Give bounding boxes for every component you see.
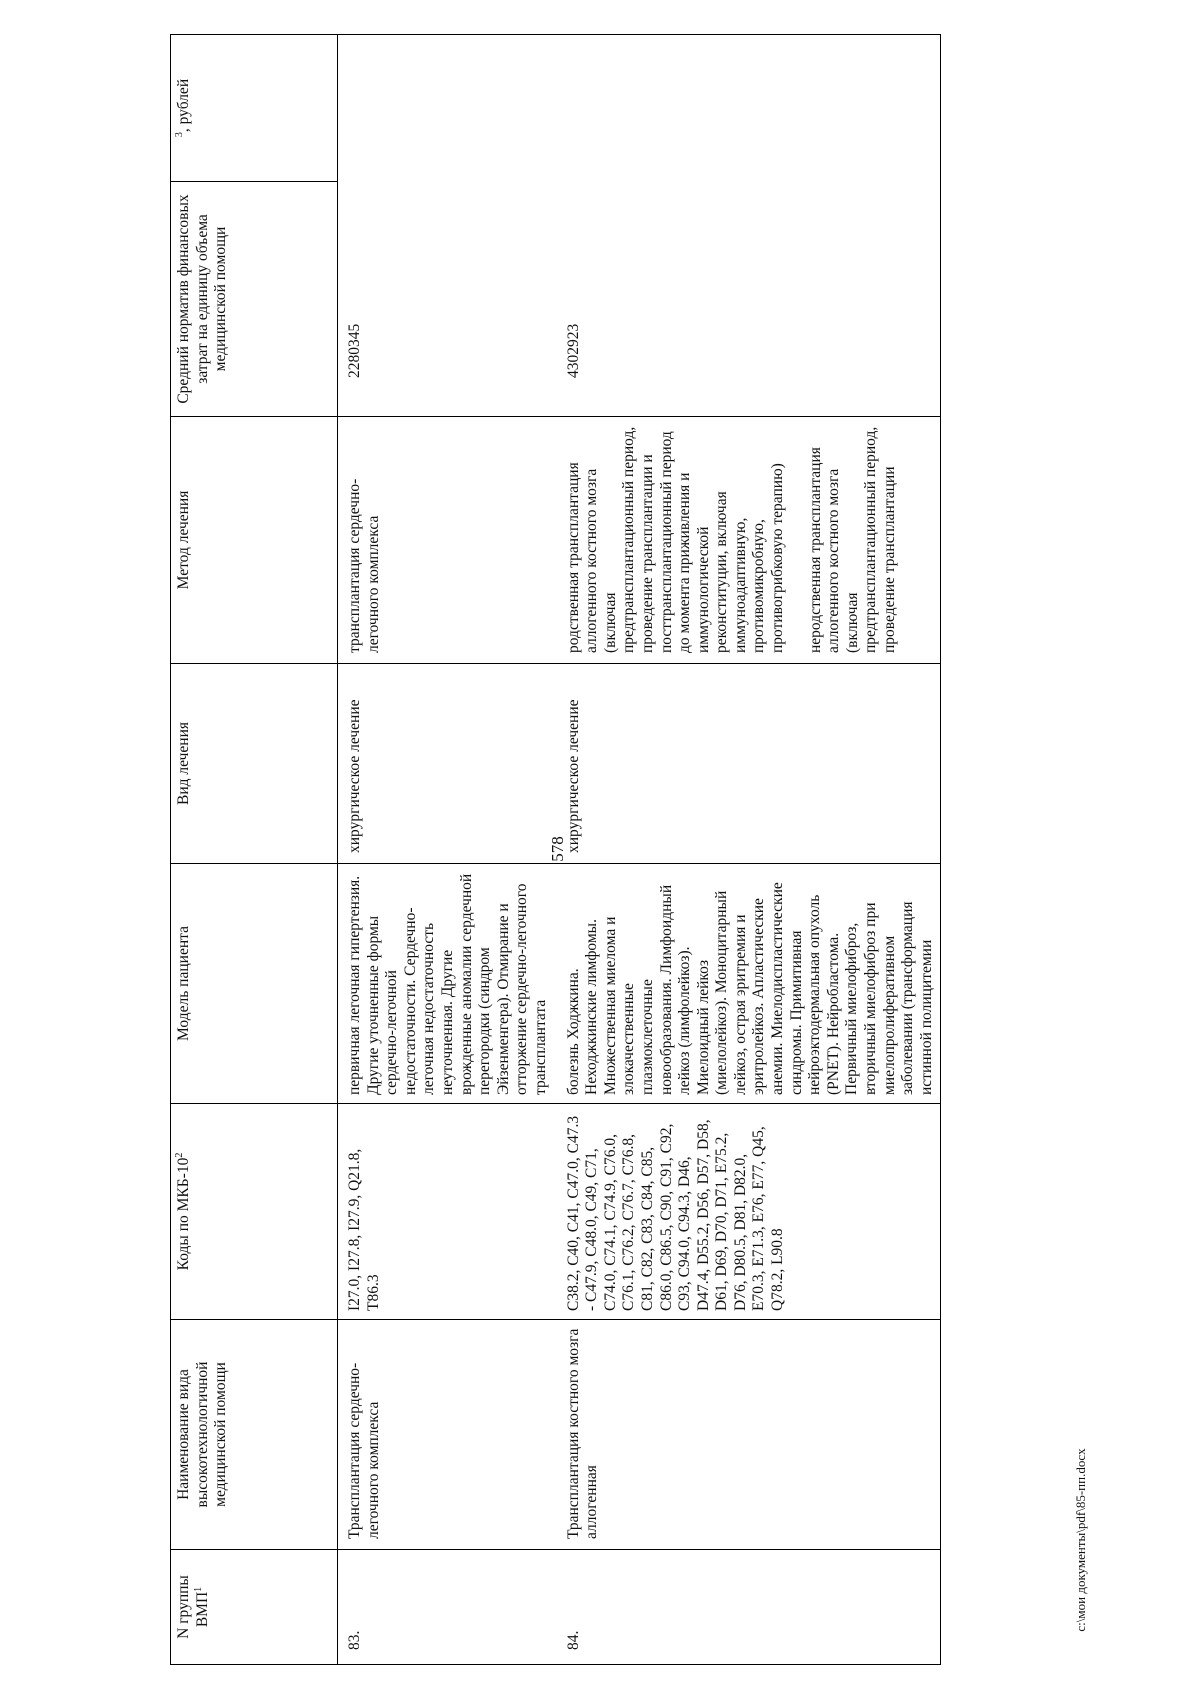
method-paragraph: неродственная трансплантация аллогенного костного мозга (включая предтрансплантационный период, проведение трансплантации [806, 426, 899, 653]
row-name: Трансплантация костного мозга аллогенная [559, 1320, 941, 1550]
header-num: N группы ВМП$^1$ [171, 1550, 338, 1665]
header-cost: Средний норматив финансовых затрат на единицу объема медицинской помощи [171, 182, 338, 417]
row-num: 84. [559, 1550, 941, 1665]
page-number: 578 [548, 836, 567, 862]
method-paragraph: трансплантация сердечно-легочного комплекса [346, 478, 382, 653]
table-header-row [171, 35, 338, 1665]
row-model: первичная легочная гипертензия. Другие уточненные формы сердечно-легочной недостаточности. Сердечно-легочная недостаточность неуточненная. Другие врожденные аномалии сердечной перегородки (синдром Эйзенменгера). Отмирание и отторжение сердечно-легочного трансплантата [338, 864, 559, 1104]
row-method [559, 417, 941, 664]
method-paragraph: родственная трансплантация аллогенного костного мозга (включая предтрансплантационный период, проведение трансплантации и посттрансплантационный период до момента приживления и иммунологической реконституции, включая иммуноадаптивную, противомикробную, противогрибковую терапию) [564, 426, 787, 653]
rotated-table-page [170, 35, 1200, 1665]
table-row [338, 35, 559, 1665]
footer-file-path: c:\мои документы\pdf\85-пп.docx [1073, 1448, 1088, 1632]
header-model: Модель пациента [171, 864, 338, 1104]
header-codes: Коды по МКБ-$10^2$ [171, 1104, 338, 1320]
table-row [559, 35, 941, 1665]
row-num: 83. [338, 1550, 559, 1665]
header-type: Вид лечения [171, 664, 338, 864]
header-name: Наименование вида высокотехнологичной медицинской помощи [171, 1320, 338, 1550]
row-type: хирургическое лечение [559, 664, 941, 864]
vmp-table [170, 34, 941, 1665]
row-type: хирургическое лечение [338, 664, 559, 864]
row-cost: 2280345 [338, 35, 559, 417]
header-method: Метод лечения [171, 417, 338, 664]
row-method [338, 417, 559, 664]
row-name: Трансплантация сердечно-легочного комплекса [338, 1320, 559, 1550]
header-cost-cont: $^3$, рублей [171, 35, 338, 182]
row-model: болезнь Ходжкина. Неходжкинские лимфомы. Множественная миелома и злокачественные плазмоклеточные новообразования. Лимфоидный лейкоз (лимфолейкоз). Миелоидный лейкоз (миелолейкоз). Моноцитарный лейкоз, острая эритремия и эритролейкоз. Апластические анемии. Миелодиспластические синдромы. Примитивная нейроэктодермальная опухоль (PNET). Нейробластома. Первичный миелофиброз, вторичный миелофиброз при миелопролиферативном заболевании (трансформация истинной полицитемии [559, 864, 941, 1104]
row-cost: 4302923 [559, 35, 941, 417]
row-codes: C38.2, C40, C41, C47.0, C47.3 - C47.9, C48.0, C49, C71, C74.0, C74.1, C74.9, C76.0, C76.1, C76.2, C76.7, C76.8, C81, C82, C83, C84, C85, C86.0, C86.5, C90, C91, C92, C93, C94.0, C94.3, D46, D47.4, D55.2, D56, D57, D58, D61, D69, D70, D71, E75.2, D76, D80.5, D81, D82.0, E70.3, E71.3, E76, E77, Q45, Q78.2, L90.8 [559, 1104, 941, 1320]
method-spacer [788, 425, 807, 653]
row-codes: I27.0, I27.8, I27.9, Q21.8, T86.3 [338, 1104, 559, 1320]
